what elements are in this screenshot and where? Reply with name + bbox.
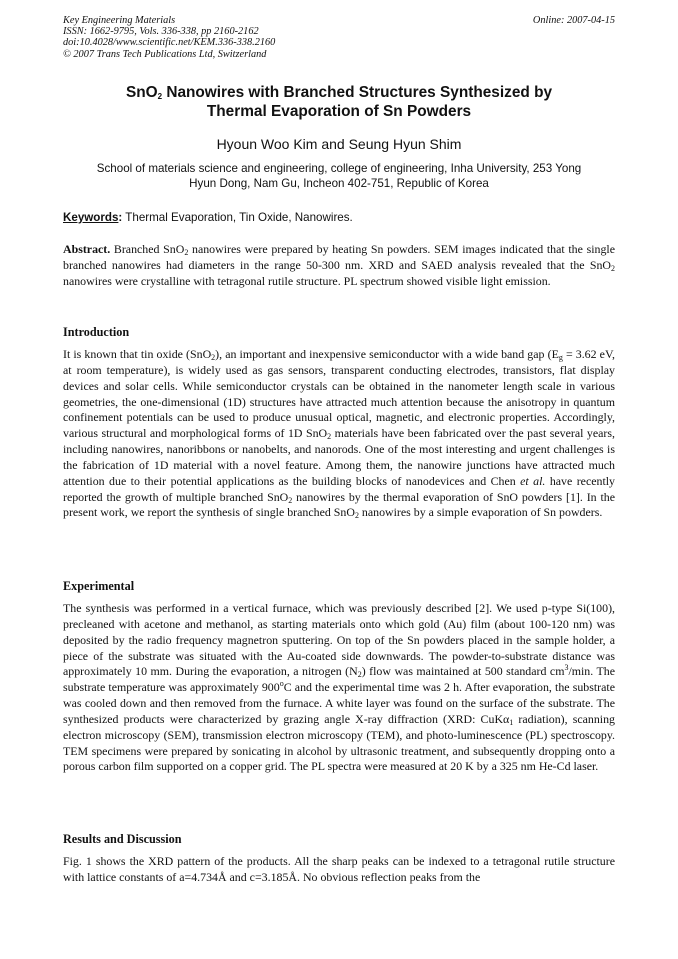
- issn-line: ISSN: 1662-9795, Vols. 336-338, pp 2160-2162: [63, 26, 259, 38]
- journal-name: Key Engineering Materials: [63, 15, 176, 26]
- experimental-text: The synthesis was performed in a vertical furnace, which was previously described [2]. We used p-type Si(100), precleaned with acetone and methanol, as starting materials onto which gold (Au) film (about 100-120 nm) was deposited by the radio frequency magnetron sputtering. On top of the Sn powders placed in the sample holder, a piece of the substrate was situated with the Au-coated side downwards. The powder-to-substrate distance was approximately 10 mm. During the evaporation, a nitrogen $(N_2)$ flow was maintained at 500 standard $cm^3/\min$. The substrate temperature was approximately 900$^o$C and the experimental time was 2 h. After evaporation, the substrate was cooled down and then removed from the furnace. A white layer was found on the surface of the substrate. The synthesized products were characterized by grazing angle X-ray diffraction (XRD: CuKα$_1$ radiation), scanning electron microscopy (SEM), transmission electron microscopy (TEM), and photo-luminescence (PL) spectroscopy. TEM specimens were prepared by sonicating in alcohol by ultrasonic treatment, and subsequently dropping onto a porous carbon film supported on a copper grid. The PL spectra were measured at 20 K by a 325 nm He-Cd laser.: [63, 601, 615, 774]
- keywords-label: Keywords: [63, 211, 119, 224]
- doi-line: doi:10.4028/www.scientific.net/KEM.336-338.2160: [63, 37, 276, 49]
- experimental-heading: Experimental: [63, 579, 135, 593]
- online-date: Online: 2007-04-15: [532, 15, 615, 26]
- copyright-line: © 2007 Trans Tech Publications Ltd, Switzerland: [63, 48, 267, 60]
- keywords: Keywords: Thermal Evaporation, Tin Oxide, Nanowires.: [63, 211, 353, 224]
- results-heading: Results and Discussion: [63, 832, 182, 846]
- affiliation: School of materials science and engineering, college of engineering, Inha University, 253 Yong Hyun Dong, Nam Gu, Incheon 402-751, Republic of Korea: [96, 162, 582, 190]
- paper-title: SnO$_2$ Nanowires with Branched Structures Synthesized by Thermal Evaporation of Sn Powders: [125, 84, 553, 120]
- abstract: Abstract. Branched SnO$_2$ nanowires were prepared by heating Sn powders. SEM images indicated that the single branched nanowires had diameters in the range 50-300 nm. XRD and SAED analysis revealed that the SnO$_2$ nanowires were crystalline with tetragonal rutile structure. PL spectrum showed visible light emission.: [63, 242, 615, 288]
- results-text: Fig. 1 shows the XRD pattern of the products. All the sharp peaks can be indexed to a tetragonal rutile structure with lattice constants of a=4.734Å and c=3.185Å. No obvious reflection peaks from the: [63, 854, 615, 884]
- introduction-text: It is known that tin oxide (SnO$_2$), an important and inexpensive semiconductor with a wide band gap ($E_g = 3.62$ eV, at room temperature), is widely used as gas sensors, transparent conducting electrodes, transistors, flat display devices and solar cells. While semiconductor crystals can be obtained in the nanometer length scale in various geometries, the one-dimensional (1D) structures have attracted much attention because the anisotropy in quantum confinement potentials can be used to produce unusual optical, magnetic, and electronic properties. Accordingly, various structural and morphological forms of 1D SnO$_2$ materials have been fabricated over the past several years, including nanowires, nanoribbons or nanobelts, and nanorods. One of the most interesting and urgent challenges is the fabrication of 1D material with a novel feature. Among them, the nanowire junctions have attracted much attention due to their potential applications as the building blocks of nanodevices and Chen et al. have recently reported the growth of multiple branched SnO$_2$ nanowires by the thermal evaporation of SnO powders [1]. In the present work, we report the synthesis of single branched SnO$_2$ nanowires by a simple evaporation of Sn powders.: [63, 347, 615, 521]
- introduction-heading: Introduction: [63, 325, 130, 339]
- abstract-label: Abstract.: [63, 242, 111, 256]
- journal-header: [63, 15, 615, 60]
- authors: Hyoun Woo Kim and Seung Hyun Shim: [216, 136, 462, 152]
